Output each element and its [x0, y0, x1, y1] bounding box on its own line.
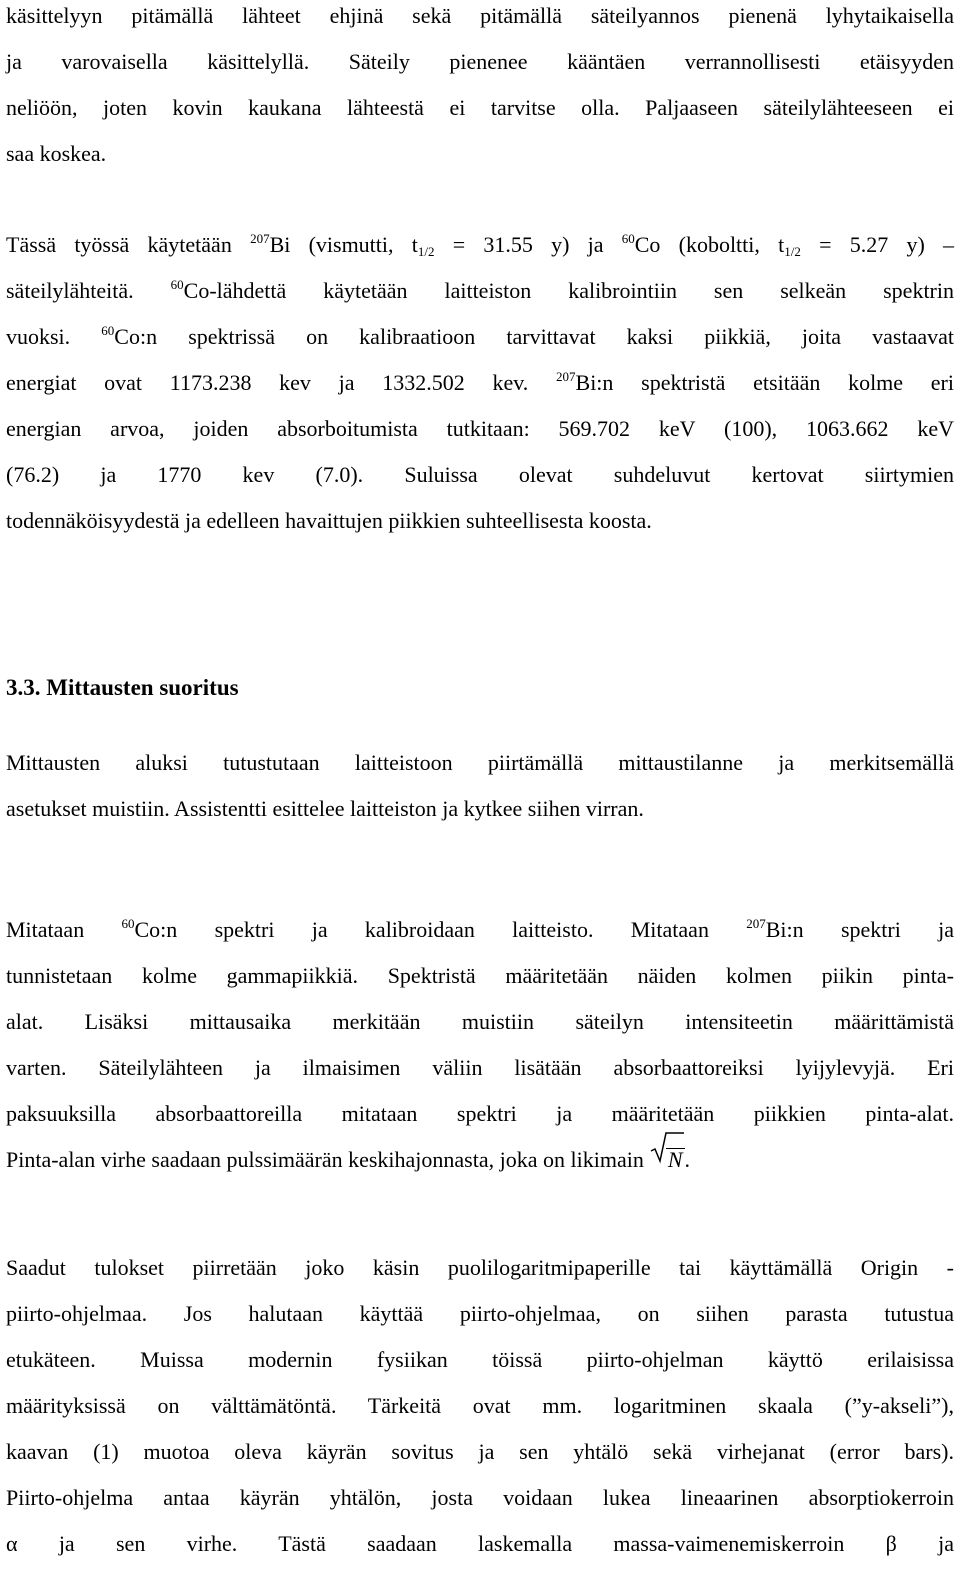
- text-line: Piirto-ohjelma antaa käyrän yhtälön, josta voidaan lukea lineaarinen absorptiokerroin: [6, 1485, 954, 1510]
- text-line: alat. Lisäksi mittausaika merkitään muistiin säteilyn intensiteetin määrittämistä: [6, 1009, 954, 1034]
- paragraph-plotting: [6, 1245, 954, 1567]
- text-line: Mitataan $^{60}$Co:n spektri ja kalibroidaan laitteisto. Mitataan $^{207}$Bi:n spektri ja: [6, 916, 954, 942]
- text-line: tunnistetaan kolme gammapiikkiä. Spektristä määritetään näiden kolmen piikin pinta-: [6, 963, 954, 988]
- beta-symbol: β: [885, 1531, 897, 1556]
- isotope-mass: 60: [121, 916, 135, 931]
- isotope-mass: 60: [170, 277, 184, 292]
- isotope-mass: 60: [101, 323, 115, 338]
- text-line: piirto-ohjelmaa. Jos halutaan käyttää piirto-ohjelmaa, on siihen parasta tutustua: [6, 1301, 954, 1326]
- text-line: varten. Säteilylähteen ja ilmaisimen väliin lisätään absorbaattoreiksi lyijylevyjä. Eri: [6, 1055, 954, 1080]
- paragraph-measurements: [6, 907, 954, 1183]
- paragraph-radiation-safety: [6, 0, 954, 177]
- alpha-symbol: α: [6, 1531, 18, 1556]
- text-line: määrityksissä on välttämätöntä. Tärkeitä ovat mm. logaritminen skaala (”y-akseli”),: [6, 1393, 954, 1418]
- text-line: asetukset muistiin. Assistentti esittelee laitteiston ja kytkee siihen virran.: [6, 796, 644, 821]
- text-line: Tässä työssä käytetään $^{207}$Bi (vismutti, $t_{1/2} = 31.55$ y) ja $^{60}$Co (koboltti, $t_{1/2} = 5.27$ y) –: [6, 231, 954, 259]
- isotope-mass: 207: [556, 369, 576, 384]
- text-line: Saadut tulokset piirretään joko käsin puolilogaritmipaperille tai käyttämällä Origin -: [6, 1255, 954, 1280]
- text-line: (76.2) ja 1770 kev (7.0). Suluissa olevat suhdeluvut kertovat siirtymien: [6, 462, 954, 487]
- text-line: todennäköisyydestä ja edelleen havaittujen piikkien suhteellisesta koosta.: [6, 508, 652, 533]
- radical-sign-icon: [650, 1131, 684, 1165]
- text-line: käsittelyyn pitämällä lähteet ehjinä sekä pitämällä säteilyannos pienenä lyhytaikaisella: [6, 3, 954, 28]
- text-line: Pinta-alan virhe saadaan pulssimäärän keskihajonnasta, joka on likimain N.: [6, 1137, 954, 1183]
- text-line: paksuuksilla absorbaattoreilla mitataan spektri ja määritetään piikkien pinta-alat.: [6, 1101, 954, 1126]
- isotope-mass: 207: [746, 916, 766, 931]
- isotope-mass: 207: [250, 231, 270, 246]
- half-life-subscript: 1/2: [784, 244, 801, 259]
- paragraph-sources: [6, 222, 954, 544]
- text-line: saa koskea.: [6, 141, 107, 166]
- text-line: Mittausten aluksi tutustutaan laitteistoon piirtämällä mittaustilanne ja merkitsemällä: [6, 750, 954, 775]
- text-line: neliöön, joten kovin kaukana lähteestä ei tarvitse olla. Paljaaseen säteilylähteeseen ei: [6, 95, 954, 120]
- section-heading: 3.3. Mittausten suoritus: [6, 675, 239, 700]
- text-line: α ja sen virhe. Tästä saadaan laskemalla massa-vaimenemiskerroin β ja: [6, 1531, 954, 1556]
- text-line: vuoksi. $^{60}$Co:n spektrissä on kalibraatioon tarvittavat kaksi piikkiä, joita vastaavat: [6, 323, 954, 349]
- text-line: kaavan (1) muotoa oleva käyrän sovitus ja sen yhtälö sekä virhejanat (error bars).: [6, 1439, 954, 1464]
- text-line: energiat ovat 1173.238 kev ja 1332.502 kev. $^{207}$Bi:n spektristä etsitään kolme eri: [6, 369, 954, 395]
- text-line: energian arvoa, joiden absorboitumista tutkitaan: 569.702 keV (100), 1063.662 keV: [6, 416, 954, 441]
- half-life-subscript: 1/2: [417, 244, 435, 259]
- text-line: säteilylähteitä. $^{60}$Co-lähdettä käytetään laitteiston kalibrointiin sen selkeän spektrin: [6, 277, 955, 303]
- square-root-formula: N: [650, 1137, 685, 1183]
- text-line: ja varovaisella käsittelyllä. Säteily pienenee kääntäen verrannollisesti etäisyyden: [6, 49, 954, 74]
- isotope-mass: 60: [621, 231, 635, 246]
- paragraph-intro: [6, 740, 954, 832]
- text-line: etukäteen. Muissa modernin fysiikan töissä piirto-ohjelman käyttö erilaisissa: [6, 1347, 954, 1372]
